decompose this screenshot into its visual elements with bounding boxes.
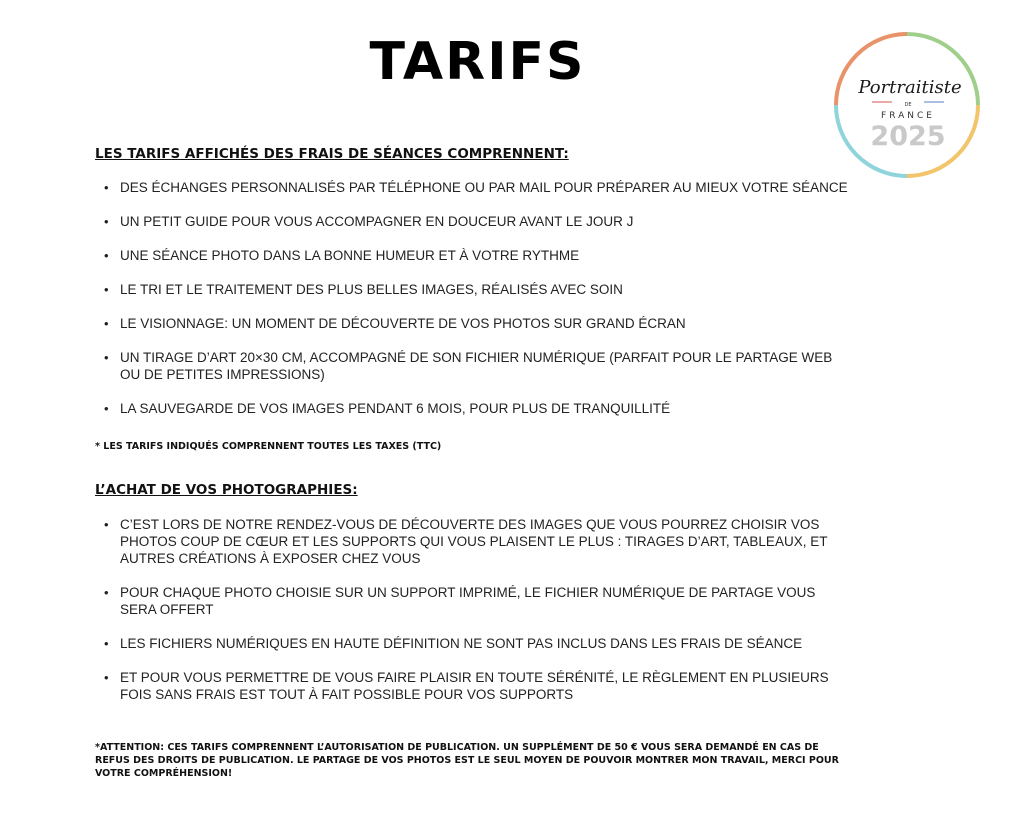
list-item: • DES ÉCHANGES PERSONNALISÉS PAR TÉLÉPHONE OU PAR MAIL POUR PRÉPARER AU MIEUX VOTRE SÉANCE: [102, 179, 852, 196]
list-item: • UNE SÉANCE PHOTO DANS LA BONNE HUMEUR ET À VOTRE RYTHME: [102, 247, 852, 264]
list-item: • C’EST LORS DE NOTRE RENDEZ-VOUS DE DÉCOUVERTE DES IMAGES QUE VOUS POURREZ CHOISIR VOS PHOTOS COUP DE CŒUR ET LES SUPPORTS QUI VOUS PLAISENT LE PLUS : TIRAGES D’ART, TABLEAUX, ET AUTRES CRÉATIONS À EXPOSER CHEZ VOUS: [102, 516, 852, 567]
list-item: • LE VISIONNAGE: UN MOMENT DE DÉCOUVERTE DE VOS PHOTOS SUR GRAND ÉCRAN: [102, 315, 852, 332]
badge-de-text: DE: [904, 102, 912, 108]
taxes-note: * LES TARIFS INDIQUÉS COMPRENNENT TOUTES LES TAXES (TTC): [95, 441, 442, 452]
section1-heading: LES TARIFS AFFICHÉS DES FRAIS DE SÉANCES COMPRENNENT:: [95, 146, 569, 162]
portraitiste-de-france-badge: [832, 30, 982, 180]
badge-country-text: FRANCE: [881, 111, 935, 121]
list-item: • LA SAUVEGARDE DE VOS IMAGES PENDANT 6 MOIS, POUR PLUS DE TRANQUILLITÉ: [102, 400, 852, 417]
list-item: • ET POUR VOUS PERMETTRE DE VOUS FAIRE PLAISIR EN TOUTE SÉRÉNITÉ, LE RÈGLEMENT EN PLUSIEURS FOIS SANS FRAIS EST TOUT À FAIT POSSIBLE POUR VOS SUPPORTS: [102, 669, 852, 703]
attention-note: *ATTENTION: CES TARIFS COMPRENNENT L’AUTORISATION DE PUBLICATION. UN SUPPLÉMENT DE 50 € VOUS SERA DEMANDÉ EN CAS DE REFUS DES DROITS DE PUBLICATION. LE PARTAGE DE VOS PHOTOS EST LE SEUL MOYEN DE POUVOIR MONTRER MON TRAVAIL, MERCI POUR VOTRE COMPRÉHENSION!: [95, 742, 839, 779]
section2-heading: L’ACHAT DE VOS PHOTOGRAPHIES:: [95, 482, 358, 498]
list-item: • UN TIRAGE D’ART 20×30 CM, ACCOMPAGNÉ DE SON FICHIER NUMÉRIQUE (PARFAIT POUR LE PARTAGE WEB OU DE PETITES IMPRESSIONS): [102, 349, 852, 383]
list-item: • LE TRI ET LE TRAITEMENT DES PLUS BELLES IMAGES, RÉALISÉS AVEC SOIN: [102, 281, 852, 298]
list-item: • LES FICHIERS NUMÉRIQUES EN HAUTE DÉFINITION NE SONT PAS INCLUS DANS LES FRAIS DE SÉANCE: [102, 635, 852, 652]
page-title: TARIFS: [369, 32, 586, 92]
badge-script-text: Portraitiste: [858, 77, 962, 98]
list-item: • POUR CHAQUE PHOTO CHOISIE SUR UN SUPPORT IMPRIMÉ, LE FICHIER NUMÉRIQUE DE PARTAGE VOUS SERA OFFERT: [102, 584, 852, 618]
section2-list: [102, 516, 852, 703]
section1-list: [102, 179, 852, 417]
list-item: • UN PETIT GUIDE POUR VOUS ACCOMPAGNER EN DOUCEUR AVANT LE JOUR J: [102, 213, 852, 230]
badge-year-text: 2025: [870, 121, 946, 152]
